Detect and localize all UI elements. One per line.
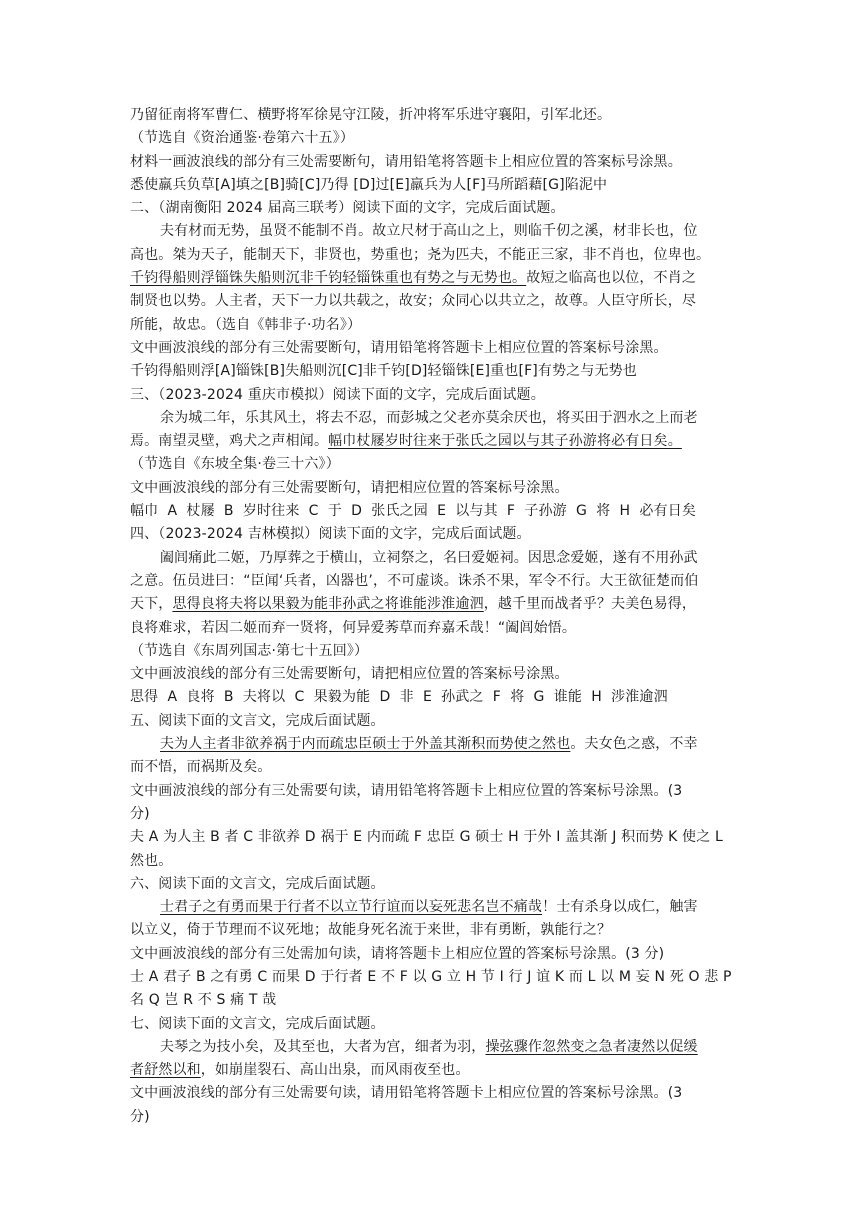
text-line [130,523,732,546]
text-segment: 文中画波浪线的部分有三处需要断句，请把相应位置的答案标号涂黑。 [130,666,569,683]
text-segment: 乃留征南将军曹仁、横野将军徐晃守江陵，折冲将军乐进守襄阳，引军北还。 [130,107,612,123]
underlined-passage: 夫为人主者非欲养祸于内而疏忠臣硕士于外盖其渐积而势使之然也 [160,736,571,753]
text-segment: 文中画波浪线的部分有三处需加句读，请将答题卡上相应位置的答案标号涂黑。(3 分) [130,945,665,962]
text-segment: ！士有杀身以成仁，触害 [542,899,698,916]
text-segment: 良将难求，若因二姬而弃一贤将，何异爱莠草而弃嘉禾哉！“阖闾始悟。 [130,619,577,636]
text-segment: 幅巾 A 杖屦 B 岁时往来 C 于 D 张氏之园 E 以与其 F 子孙游 G 将 H 必有日矣 [130,503,697,520]
text-segment: 天下， [130,596,173,613]
text-line [130,850,732,873]
text-segment: 。夫女色之惑，不幸 [570,736,698,753]
text-line [130,943,732,966]
text-line [130,1059,732,1082]
text-line [130,290,732,313]
text-line [130,220,732,243]
text-line [130,593,732,616]
text-segment: 焉。南望灵壁，鸡犬之声相闻。 [130,433,329,450]
underlined-passage: 者舒然以和 [130,1062,201,1079]
text-line [130,104,732,127]
text-line [130,966,732,989]
underlined-passage: 幅巾杖屦岁时往来于张氏之园以与其子孙游将必有日矣。 [328,433,682,450]
text-segment: ，如崩崖裂石、高山出泉，而风雨夜至也。 [200,1062,470,1079]
text-line [130,640,732,663]
text-segment: 文中画波浪线的部分有三处需要句读，请用铅笔将答题卡上相应位置的答案标号涂黑。(3 [130,1085,683,1102]
text-segment: 六、阅读下面的文言文，完成后面试题。 [130,875,385,892]
document-body [130,104,732,1129]
text-line [130,500,732,523]
text-line [130,803,732,826]
text-segment: 文中画波浪线的部分有三处需要句读，请用铅笔将答题卡上相应位置的答案标号涂黑。(3 [130,782,683,799]
text-line [130,710,732,733]
text-line [130,1036,732,1059]
text-segment: 悉使羸兵负草[A]填之[B]骑[C]乃得 [D]过[E]羸兵为人[F]马所蹈藉[G]陷泥中 [130,176,608,193]
underlined-passage: 思得良将夫将以果毅为能非孙武之将谁能涉淮逾泗 [172,596,484,613]
text-segment: 所能，故忠。（选自《韩非子·功名》） [130,316,362,333]
text-line [130,873,732,896]
text-segment: 七、阅读下面的文言文，完成后面试题。 [130,1015,385,1032]
text-segment: 士 A 君子 B 之有勇 C 而果 D 于行者 E 不 F 以 G 立 H 节 I 行 J 谊 K 而 L 以 M 妄 N 死 O 悲 P [130,968,732,985]
text-line [130,1082,732,1105]
text-line [130,663,732,686]
text-line [130,896,732,919]
text-line [130,407,732,430]
underlined-passage: 士君子之有勇而果于行者不以立节行谊而以妄死悲名岂不痛哉 [160,899,543,916]
text-segment: 文中画波浪线的部分有三处需要断句，请用铅笔将答题卡上相应位置的答案标号涂黑。 [130,339,668,356]
text-line [130,686,732,709]
text-segment: （节选自《东坡全集·卷三十六》） [130,456,340,473]
text-line [130,244,732,267]
text-line [130,337,732,360]
text-segment: 然也。 [130,852,173,869]
text-line [130,919,732,942]
text-segment: 分) [130,805,150,822]
text-line [130,453,732,476]
text-line [130,1106,732,1129]
text-segment: 高也。桀为天子，能制天下，非贤也，势重也；尧为匹夫，不能正三家，非不肖也，位卑也。 [130,246,711,263]
text-line [130,826,732,849]
text-line [130,384,732,407]
text-segment: 五、阅读下面的文言文，完成后面试题。 [130,712,385,729]
text-segment: 夫琴之为技小矣，及其至也，大者为宫，细者为羽， [160,1038,486,1055]
text-segment: 文中画波浪线的部分有三处需要断句，请把相应位置的答案标号涂黑。 [130,479,569,496]
text-line [130,570,732,593]
text-line [130,314,732,337]
underlined-passage: 千钧得船则浮锱铢失船则沉非千钧轻锱铢重也有势之与无势也。 [130,270,527,287]
text-line [130,267,732,290]
underlined-passage: 操弦骤作忽然变之急者凄然以促缓 [485,1038,698,1055]
text-segment: 余为城二年，乐其风土，将去不忍，而彭城之父老亦莫余厌也，将买田于泗水之上而老 [160,409,698,426]
text-segment: 夫 A 为人主 B 者 C 非欲养 D 祸于 E 内而疏 F 忠臣 G 硕士 H 于外 I 盖其渐 J 积而势 K 使之 L [130,829,723,846]
text-line [130,733,732,756]
text-segment: 三、（2023-2024 重庆市模拟）阅读下面的文字，完成后面试题。 [130,386,545,403]
text-line [130,151,732,174]
text-segment: 而不悟，而祸斯及矣。 [130,759,272,776]
text-segment: ，越千里而战者乎？夫美色易得， [483,596,697,613]
text-segment: 阖闾痛此二姬，乃厚葬之于横山，立祠祭之，名曰爱姬祠。因思念爱姬，遂有不用孙武 [160,549,698,566]
text-line [130,756,732,779]
text-segment: （节选自《资治通鉴·卷第六十五》） [130,130,354,147]
text-segment: 制贤也以势。人主者，天下一力以共载之，故安；众同心以共立之，故尊。人臣守所长，尽 [130,293,696,310]
text-segment: 名 Q 岂 R 不 S 痛 T 哉 [130,992,277,1009]
text-line [130,780,732,803]
text-segment: （节选自《东周列国志·第七十五回》） [130,642,369,659]
text-segment: 四、（2023-2024 吉林模拟）阅读下面的文字，完成后面试题。 [130,526,531,543]
text-line [130,430,732,453]
text-line [130,617,732,640]
text-segment: 夫有材而无势，虽贤不能制不肖。故立尺材于高山之上，则临千仞之溪，材非长也，位 [160,223,698,240]
text-segment: 千钧得船则浮[A]锱铢[B]失船则沉[C]非千钧[D]轻锱铢[E]重也[F]有势之与无势也 [130,363,637,380]
text-segment: 分) [130,1108,150,1125]
text-segment: 材料一画波浪线的部分有三处需要断句，请用铅笔将答题卡上相应位置的答案标号涂黑。 [130,153,682,170]
text-segment: 之意。伍员进曰：“臣闻‘兵者，凶器也’，不可虚谈。诛杀不果，军令不行。大王欲征楚而伯 [130,572,699,589]
text-line [130,197,732,220]
text-segment: 二、（湖南衡阳 2024 届高三联考）阅读下面的文字，完成后面试题。 [130,200,565,217]
text-line [130,360,732,383]
text-segment: 思得 A 良将 B 夫将以 C 果毅为能 D 非 E 孙武之 F 将 G 谁能 H 涉淮逾泗 [130,689,668,706]
text-segment: 以立义，倚于节理而不议死地；故能身死名流于来世，非有勇断，孰能行之？ [130,922,612,939]
text-line [130,174,732,197]
text-line [130,1013,732,1036]
text-line [130,547,732,570]
text-line [130,127,732,150]
text-segment: 故短之临高也以位，不肖之 [526,270,697,287]
text-line [130,989,732,1012]
text-line [130,477,732,500]
